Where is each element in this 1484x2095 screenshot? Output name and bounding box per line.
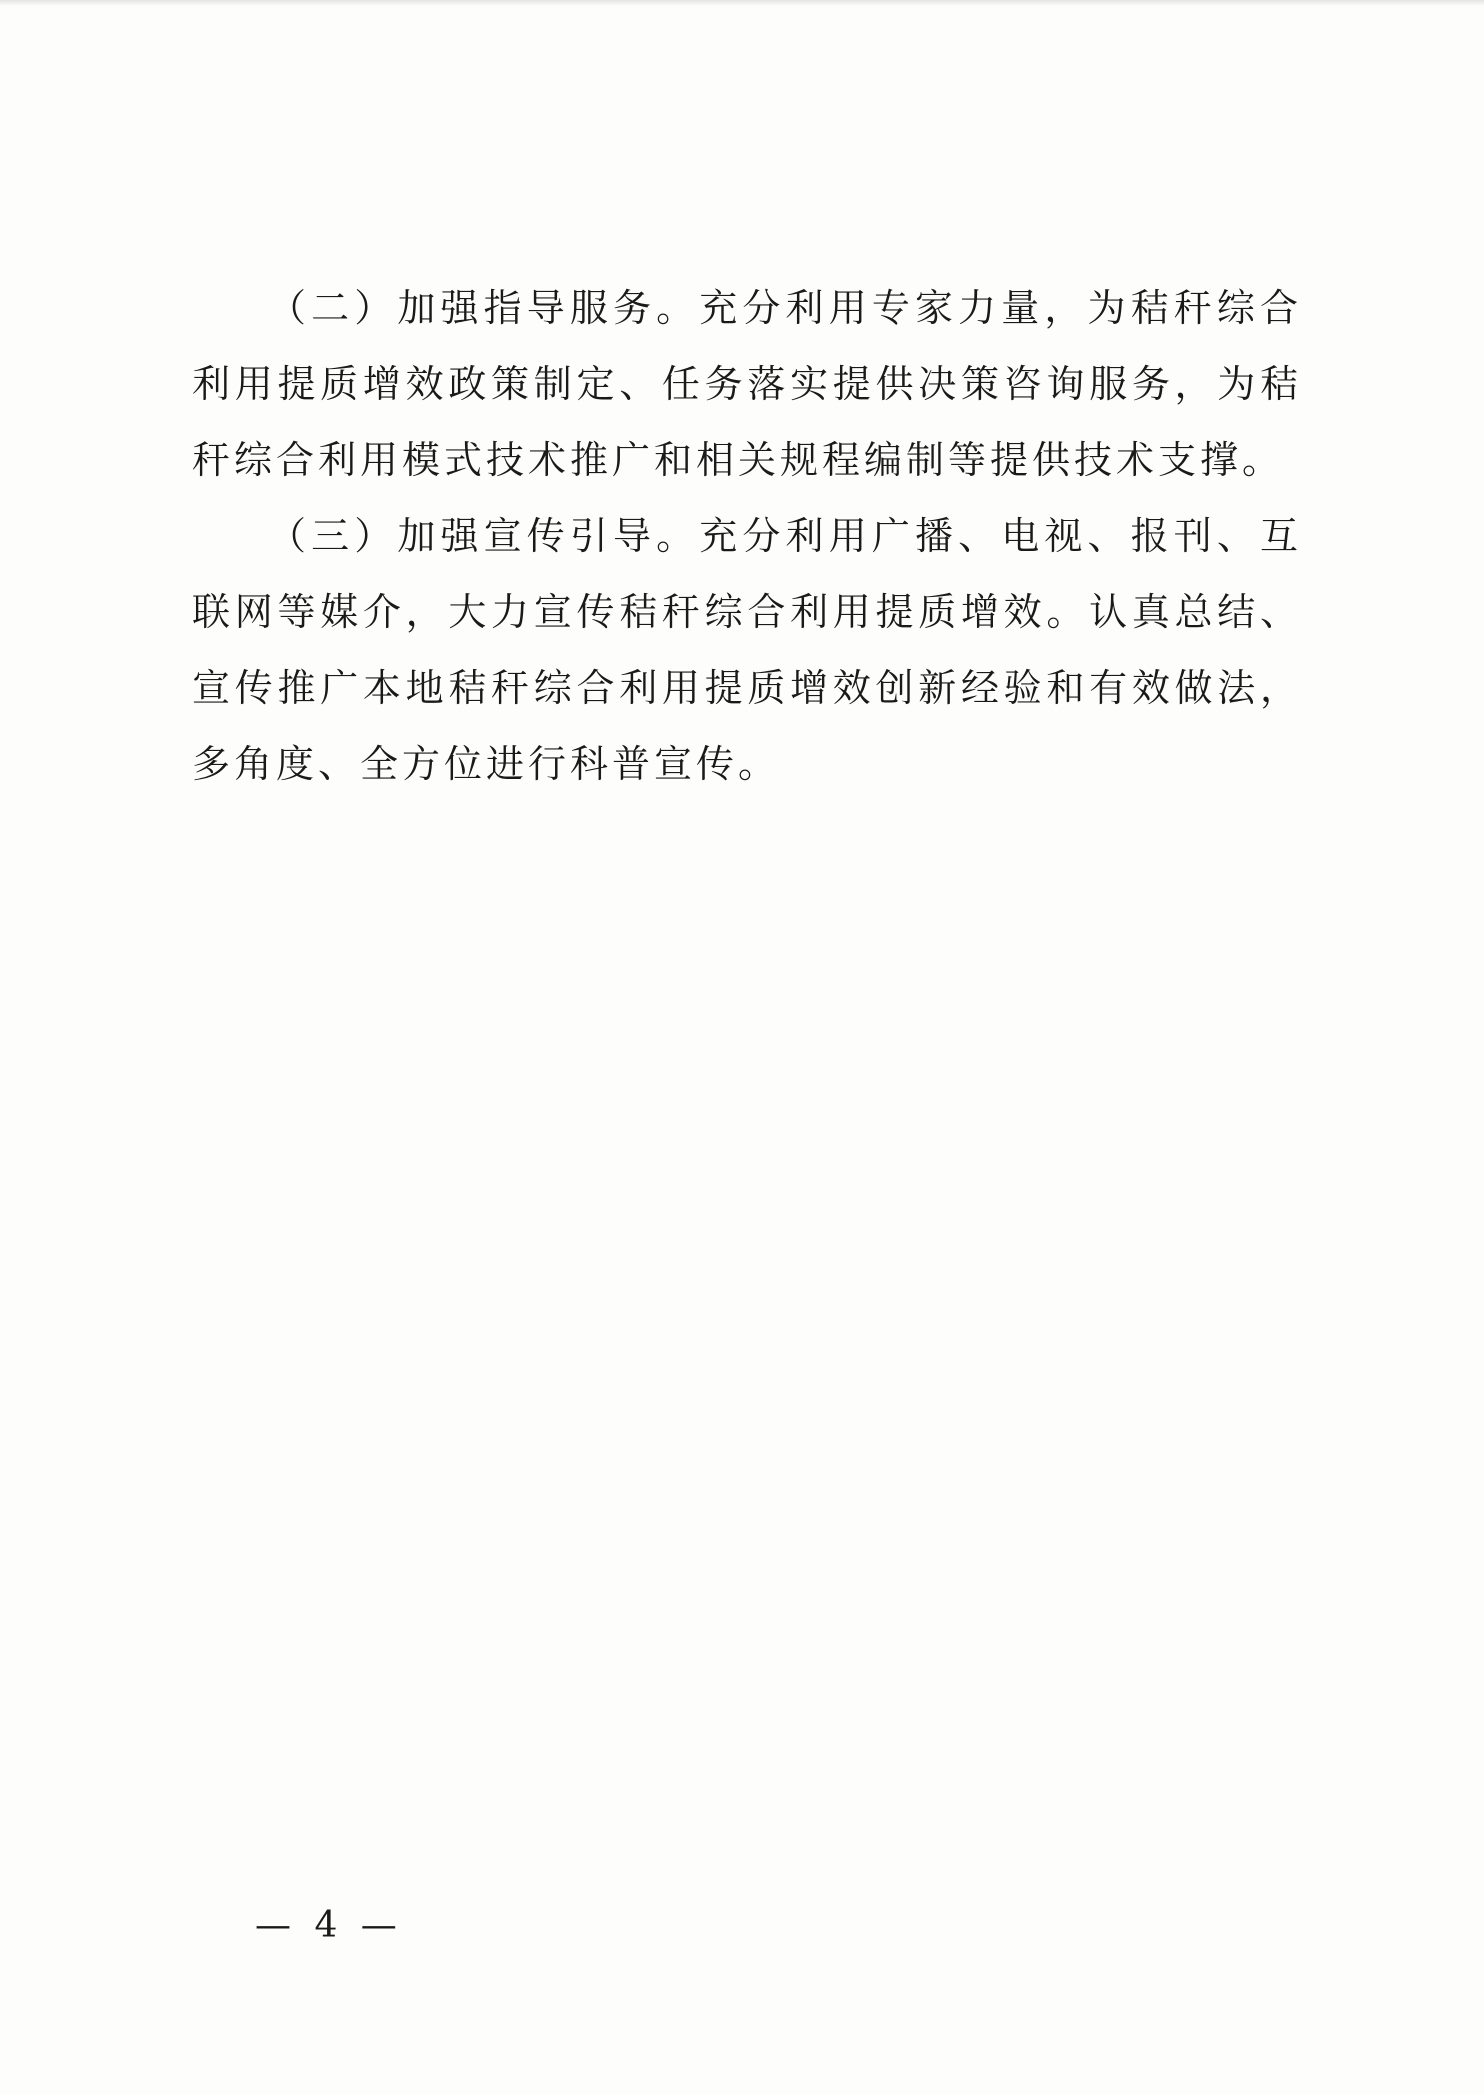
page-number: — 4 —	[255, 1905, 403, 1946]
paragraph-publicity-guidance: （三）加强宣传引导。充分利用广播、电视、报刊、互联网等媒介，大力宣传秸秆综合利用提质增效。认真总结、宣传推广本地秸秆综合利用提质增效创新经验和有效做法，多角度、全方位进行科普宣传。	[192, 514, 1302, 786]
body-text	[192, 270, 1302, 802]
scan-edge	[0, 0, 1484, 6]
paragraph-guidance-service: （二）加强指导服务。充分利用专家力量，为秸秆综合利用提质增效政策制定、任务落实提供决策咨询服务，为秸秆综合利用模式技术推广和相关规程编制等提供技术支撑。	[192, 286, 1302, 482]
